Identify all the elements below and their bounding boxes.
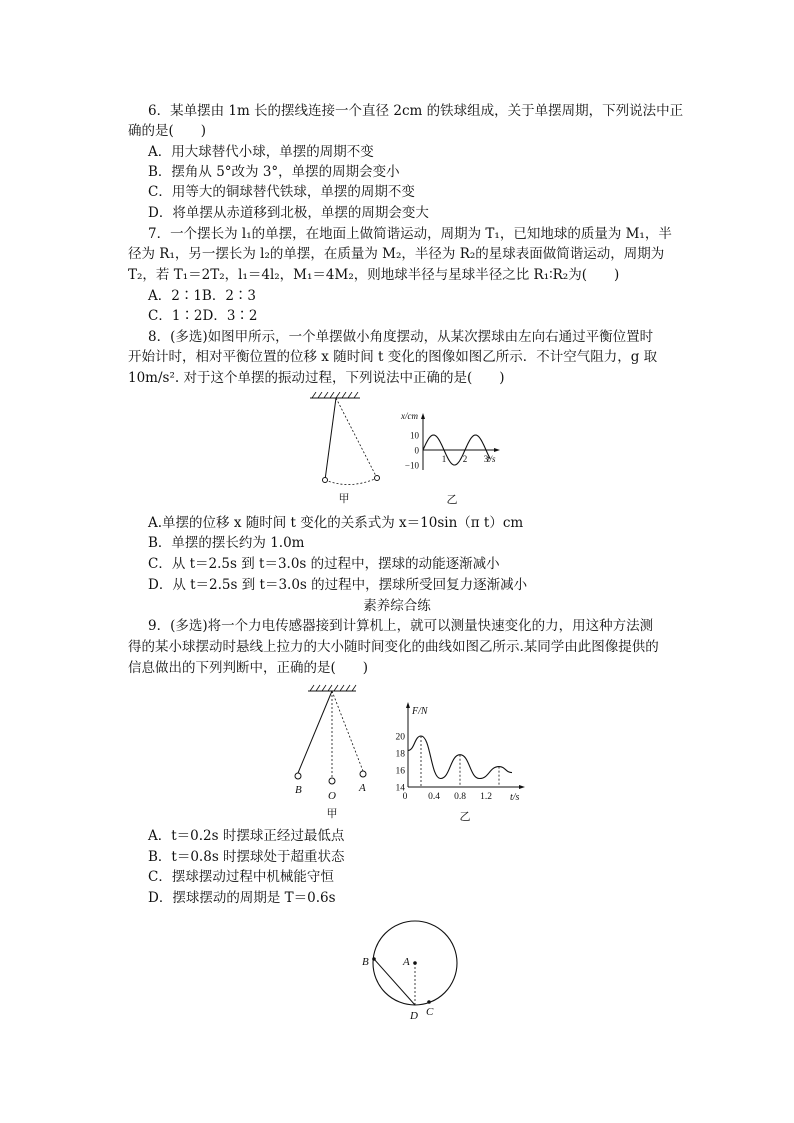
- ft-ytick-label: 18: [395, 749, 405, 760]
- q8-pendulum-figure: [300, 392, 380, 510]
- ceiling-hatch: [310, 392, 360, 398]
- label-d: D: [410, 1010, 418, 1022]
- q7-stem-line3: T₂，若 T₁＝2T₂，l₁＝4l₂，M₁＝4M₂，则地球半径与星球半径之比 R₁∶R₂为( ): [128, 267, 620, 283]
- q7-options-line2: C．1∶2D．3∶2: [148, 308, 258, 324]
- q8-option-b: B．单摆的摆长约为 1.0m: [148, 535, 305, 551]
- q9-option-b: B．t＝0.8s 时摆球处于超重状态: [148, 849, 345, 865]
- xt-xtick-label: 3: [483, 454, 489, 464]
- string-to-a: [332, 691, 363, 771]
- q7-options-line1: A．2∶1B．2∶3: [148, 288, 257, 304]
- bob-right: [375, 476, 380, 481]
- q8-option-a: A.单摆的位移 x 随时间 t 变化的关系式为 x＝10sin（π t）cm: [148, 515, 524, 531]
- q7-stem-line2: 径为 R₁，另一摆长为 l₂的单摆，在质量为 M₂，半径为 R₂的星球表面做简谐运动，周期为: [128, 246, 665, 262]
- ft-ytick-label: 20: [395, 732, 405, 743]
- ft-xtick-label: 0: [402, 792, 408, 802]
- q9-ft-chart: [390, 700, 535, 825]
- label-o: O: [328, 790, 336, 802]
- q8-fig-right-caption: 乙: [446, 494, 458, 506]
- q9-option-d: D．摆球摆动的周期是 T＝0.6s: [148, 890, 336, 906]
- label-a: A: [403, 956, 410, 968]
- xt-xlabel: t/s: [487, 454, 496, 464]
- ft-ylabel: F/N: [412, 706, 428, 717]
- q8-xt-chart: [395, 410, 510, 510]
- xt-ylabel: x/cm: [401, 411, 418, 421]
- q6-stem-line1: 6．某单摆由 1m 长的摆线连接一个直径 2cm 的铁球组成，关于单摆周期，下列说法中正: [148, 103, 684, 119]
- q6-stem-line2: 确的是( ): [128, 123, 207, 139]
- label-b: B: [295, 784, 302, 796]
- xt-ytick-label: 10: [410, 430, 419, 441]
- xt-xtick-label: 1: [441, 454, 447, 464]
- xt-ytick-label: 0: [414, 445, 419, 456]
- ft-xtick-label: 0.4: [428, 792, 440, 802]
- q9-pendulum-figure: [286, 683, 386, 825]
- q6-option-d: D．将单摆从赤道移到北极，单摆的周期会变大: [148, 205, 429, 221]
- q7-stem-line1: 7．一个摆长为 l₁的单摆，在地面上做简谐运动，周期为 T₁，已知地球的质量为 M₁，半: [148, 226, 672, 242]
- q9-stem-line2: 得的某小球摆动时悬线上拉力的大小随时间变化的曲线如图乙所示.某同学由此图像提供的: [128, 639, 659, 655]
- label-c: C: [426, 1006, 434, 1018]
- q8-option-d: D．从 t＝2.5s 到 t＝3.0s 的过程中，摆球所受回复力逐渐减小: [148, 577, 528, 593]
- ft-ytick-label: 14: [395, 783, 405, 794]
- ft-xlabel: t/s: [510, 792, 520, 803]
- q8-fig-left-caption: 甲: [338, 493, 350, 505]
- q8-stem-line3: 10m/s². 对于这个单摆的振动过程，下列说法中正确的是( ): [128, 370, 505, 386]
- string-to-b: [298, 691, 332, 773]
- q8-stem-line1: 8．(多选)如图甲所示，一个单摆做小角度摆动，从某次摆球由左向右通过平衡位置时: [148, 329, 654, 345]
- xt-ytick-label: −10: [404, 460, 419, 471]
- bob-left: [323, 478, 328, 483]
- q6-option-c: C．用等大的铜球替代铁球，单摆的周期不变: [148, 184, 415, 200]
- circle-figure: [360, 918, 470, 1023]
- bob-b: [295, 773, 301, 779]
- point-a: [413, 961, 417, 965]
- ft-xtick-label: 0.8: [454, 792, 466, 802]
- string-left: [325, 398, 336, 480]
- xt-xtick-label: 2: [462, 454, 468, 464]
- swing-arc: [325, 478, 377, 485]
- q9-fig-right-caption: 乙: [459, 811, 471, 823]
- q6-option-b: B．摆角从 5°改为 3°，单摆的周期会变小: [148, 164, 400, 180]
- section-title: 素养综合练: [363, 598, 431, 614]
- q9-option-c: C．摆球摆动过程中机械能守恒: [148, 869, 334, 885]
- bob-a: [360, 771, 366, 777]
- ft-xtick-label: 1.2: [480, 792, 492, 802]
- ceiling-hatch: [308, 685, 356, 691]
- q9-option-a: A．t＝0.2s 时摆球正经过最低点: [148, 828, 345, 844]
- q9-fig-left-caption: 甲: [326, 808, 338, 820]
- q8-option-c: C．从 t＝2.5s 到 t＝3.0s 的过程中，摆球的动能逐渐减小: [148, 556, 500, 572]
- ft-ytick-label: 16: [395, 766, 405, 777]
- label-a: A: [359, 782, 366, 794]
- q6-option-a: A．用大球替代小球，单摆的周期不变: [148, 144, 374, 160]
- bob-o: [329, 778, 335, 784]
- point-c: [427, 1000, 431, 1004]
- q9-stem-line3: 信息做出的下列判断中，正确的是( ): [128, 660, 369, 676]
- label-b: B: [362, 956, 369, 968]
- string-right: [336, 398, 377, 478]
- point-b: [372, 957, 376, 961]
- q8-stem-line2: 开始计时，相对平衡位置的位移 x 随时间 t 变化的图像如图乙所示．不计空气阻力，g 取: [128, 349, 658, 365]
- q9-stem-line1: 9．(多选)将一个力电传感器接到计算机上，就可以测量快速变化的力，用这种方法测: [148, 618, 654, 634]
